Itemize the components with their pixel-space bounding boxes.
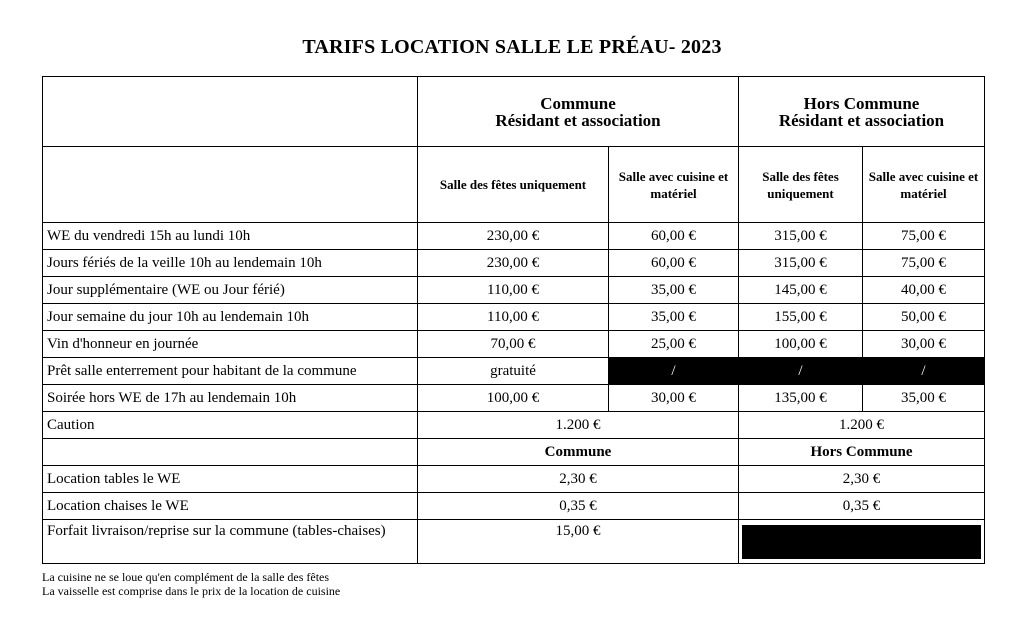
forfait-row (43, 520, 985, 564)
footnote: La vaisselle est comprise dans le prix de la location de cuisine (42, 584, 341, 598)
price-cell: 50,00 € (863, 304, 985, 331)
price-cell: 40,00 € (863, 277, 985, 304)
caution-hors-commune: 1.200 € (739, 412, 985, 439)
col-header-commune-salle: Salle des fêtes uniquement (418, 147, 609, 223)
table-row (43, 466, 985, 493)
header-hors-subtitle: Résidant et association (778, 110, 945, 130)
header-empty-cell (43, 77, 418, 147)
table-row (43, 250, 985, 277)
footnote: La cuisine ne se loue qu'en complément de la salle des fêtes (42, 570, 330, 584)
price-cell: 75,00 € (863, 223, 985, 250)
price-cell: gratuité (418, 358, 609, 385)
table-row (43, 493, 985, 520)
price-cell: 110,00 € (418, 304, 609, 331)
header-hors-commune (739, 77, 985, 147)
price-cell: 30,00 € (609, 385, 739, 412)
price-cell: 25,00 € (609, 331, 739, 358)
row-label: Soirée hors WE de 17h au lendemain 10h (43, 385, 418, 412)
redacted-cell: / (863, 358, 985, 385)
price-cell: 0,35 € (418, 493, 739, 520)
section-hors-commune: Hors Commune (739, 439, 985, 466)
header-row-columns (43, 147, 985, 223)
table-row (43, 385, 985, 412)
redacted-cell: / (739, 358, 863, 385)
section-empty-cell (43, 439, 418, 466)
row-label: Forfait livraison/reprise sur la commune (tables-chaises) (43, 520, 418, 564)
header-empty-cell (43, 147, 418, 223)
row-label: Location tables le WE (43, 466, 418, 493)
header-commune-title: Commune (540, 93, 616, 113)
price-cell: 230,00 € (418, 250, 609, 277)
redacted-cell-container (739, 520, 985, 564)
table-row (43, 358, 985, 385)
row-label: Jour semaine du jour 10h au lendemain 10h (43, 304, 418, 331)
tariff-table (42, 76, 985, 564)
section-commune: Commune (418, 439, 739, 466)
price-cell: 100,00 € (739, 331, 863, 358)
row-label: Vin d'honneur en journée (43, 331, 418, 358)
price-cell: 60,00 € (609, 250, 739, 277)
header-hors-title: Hors Commune (803, 93, 920, 113)
caution-commune: 1.200 € (418, 412, 739, 439)
row-label: Prêt salle enterrement pour habitant de la commune (43, 358, 418, 385)
table-row (43, 223, 985, 250)
price-cell: 315,00 € (739, 250, 863, 277)
price-cell: 145,00 € (739, 277, 863, 304)
col-header-commune-cuisine: Salle avec cuisine et matériel (609, 147, 739, 223)
footnotes (42, 570, 340, 598)
row-label: Caution (43, 412, 418, 439)
section-header-row (43, 439, 985, 466)
row-label: Location chaises le WE (43, 493, 418, 520)
price-cell: 35,00 € (609, 277, 739, 304)
price-cell: 230,00 € (418, 223, 609, 250)
price-cell: 30,00 € (863, 331, 985, 358)
row-label: WE du vendredi 15h au lundi 10h (43, 223, 418, 250)
row-label: Jour supplémentaire (WE ou Jour férié) (43, 277, 418, 304)
table-row (43, 331, 985, 358)
price-cell: 2,30 € (739, 466, 985, 493)
price-cell: 15,00 € (418, 520, 739, 564)
price-cell: 2,30 € (418, 466, 739, 493)
caution-row (43, 412, 985, 439)
price-cell: 0,35 € (739, 493, 985, 520)
price-cell: 35,00 € (609, 304, 739, 331)
header-commune-subtitle: Résidant et association (495, 110, 661, 130)
price-cell: 135,00 € (739, 385, 863, 412)
price-cell: 60,00 € (609, 223, 739, 250)
price-cell: 315,00 € (739, 223, 863, 250)
col-header-hors-cuisine: Salle avec cuisine et matériel (863, 147, 985, 223)
price-cell: 110,00 € (418, 277, 609, 304)
price-cell: 35,00 € (863, 385, 985, 412)
redacted-cell: / (609, 358, 739, 385)
col-header-hors-salle: Salle des fêtes uniquement (739, 147, 863, 223)
price-cell: 100,00 € (418, 385, 609, 412)
price-cell: 155,00 € (739, 304, 863, 331)
page-title: TARIFS LOCATION SALLE LE PRÉAU- 2023 (302, 36, 722, 58)
table-row (43, 277, 985, 304)
header-row-groups (43, 77, 985, 147)
redacted-block (742, 525, 981, 559)
table-row (43, 304, 985, 331)
header-commune (418, 77, 739, 147)
price-cell: 75,00 € (863, 250, 985, 277)
row-label: Jours fériés de la veille 10h au lendemain 10h (43, 250, 418, 277)
price-cell: 70,00 € (418, 331, 609, 358)
